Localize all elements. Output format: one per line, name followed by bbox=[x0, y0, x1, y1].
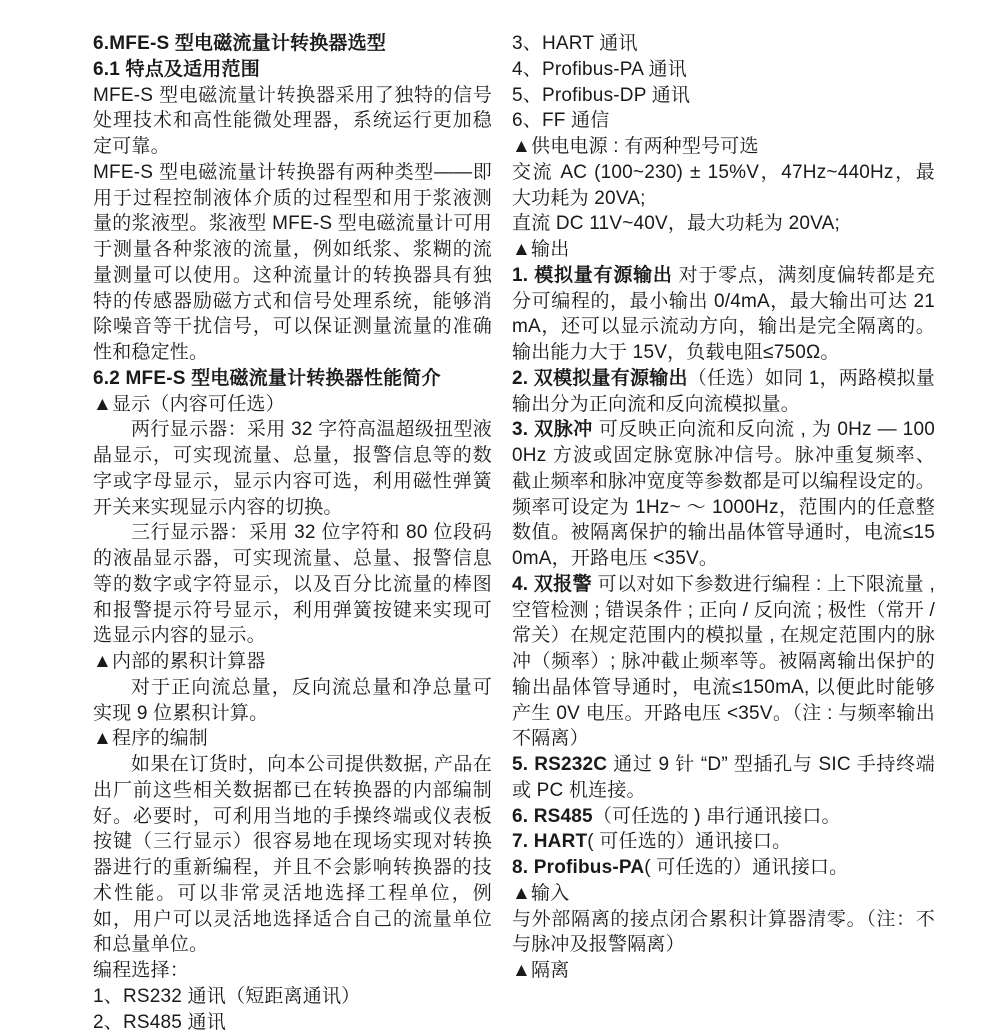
paragraph bbox=[512, 907, 935, 959]
text-run: 通过 9 针 “D” 型插孔与 SIC 手持终端或 PC 机连接。 bbox=[512, 754, 935, 801]
text-run: ▲输出 bbox=[512, 239, 569, 260]
paragraph bbox=[93, 417, 492, 520]
paragraph bbox=[93, 392, 492, 418]
paragraph bbox=[512, 108, 935, 134]
text-run: 两行显示器：采用 32 字符高温超级扭型液晶显示，可实现流量、总量，报警信息等的数字或字母显示，显示内容可选，利用磁性弹簧开关来实现显示内容的切换。 bbox=[93, 419, 492, 517]
text-run: 3、HART 通讯 bbox=[512, 33, 638, 54]
text-run: 4、Profibus-PA 通讯 bbox=[512, 59, 687, 80]
paragraph bbox=[512, 417, 935, 572]
text-run: MFE-S 型电磁流量计转换器有两种类型——即用于过程控制液体介质的过程型和用于浆液测量的浆液型。浆液型 MFE-S 型电磁流量计可用于测量各种浆液的流量，例如纸浆、浆糊的流量测量可以使用。这种流量计的转换器具有独特的传感器励磁方式和信号处理系统，能够消除噪音等干扰信号，可以保证测量流量的准确性和稳定性。 bbox=[93, 162, 492, 363]
text-run: 对于正向流总量，反向流总量和净总量可实现 9 位累积计算。 bbox=[93, 677, 492, 724]
text-run: 2、RS485 通讯 bbox=[93, 1012, 226, 1033]
text-run: （可任选的 ) 串行通讯接口。 bbox=[593, 806, 841, 827]
bold-text-run: 5. RS232C bbox=[512, 754, 607, 775]
paragraph bbox=[93, 726, 492, 752]
bold-text-run: 3. 双脉冲 bbox=[512, 419, 593, 440]
text-run: ▲内部的累积计算器 bbox=[93, 651, 266, 672]
text-run: 1、RS232 通讯（短距离通讯） bbox=[93, 986, 360, 1007]
section-heading bbox=[93, 366, 492, 392]
paragraph bbox=[93, 83, 492, 160]
column-right bbox=[512, 31, 935, 984]
paragraph bbox=[512, 829, 935, 855]
text-run: 编程选择： bbox=[93, 960, 189, 981]
text-run: ▲隔离 bbox=[512, 960, 569, 981]
paragraph bbox=[512, 572, 935, 752]
text-run: MFE-S 型电磁流量计转换器采用了独特的信号处理技术和高性能微处理器，系统运行更加稳定可靠。 bbox=[93, 85, 492, 158]
text-run: 可以对如下参数进行编程 : 上下限流量 , 空管检测 ; 错误条件 ; 正向 / 反向流 ; 极性（常开 / 常关）在规定范围内的模拟量 , 在规定范围内的脉冲（频率）; 脉冲截止频率等。被隔离输出保护的输出晶体管导通时，电流≤150mA, 以便此时能够产生 0V 电压。开路电压 <35V。（注 : 与频率输出不隔离） bbox=[512, 574, 935, 750]
text-run: 如果在订货时，向本公司提供数据, 产品在出厂前这些相关数据都已在转换器的内部编制好。必要时，可利用当地的手操终端或仪表板按键（三行显示）很容易地在现场实现对转换器进行的重新编程，并且不会影响转换器的技术性能。可以非常灵活地选择工程单位，例如，用户可以灵活地选择适合自己的流量单位和总量单位。 bbox=[93, 754, 492, 955]
paragraph bbox=[93, 160, 492, 366]
paragraph bbox=[93, 984, 492, 1010]
text-run: 交流 AC (100~230) ± 15%V，47Hz~440Hz，最大功耗为 20VA; bbox=[512, 162, 935, 209]
paragraph bbox=[512, 160, 935, 212]
paragraph bbox=[93, 752, 492, 958]
text-run: 6.2 MFE-S 型电磁流量计转换器性能简介 bbox=[93, 368, 441, 389]
paragraph bbox=[512, 83, 935, 109]
paragraph bbox=[512, 263, 935, 366]
section-heading bbox=[93, 57, 492, 83]
paragraph bbox=[93, 520, 492, 649]
paragraph bbox=[512, 958, 935, 984]
bold-text-run: 6. RS485 bbox=[512, 806, 593, 827]
text-run: 可反映正向流和反向流 , 为 0Hz — 1000Hz 方波或固定脉宽脉冲信号。脉冲重复频率、截止频率和脉冲宽度等参数都是可以编程设定的。频率可设定为 1Hz~ ～ 1000Hz，范围内的任意整数值。被隔离保护的输出晶体管导通时，电流≤150mA，开路电压 <35V。 bbox=[512, 419, 935, 569]
paragraph bbox=[512, 855, 935, 881]
paragraph bbox=[93, 1010, 492, 1035]
paragraph bbox=[512, 881, 935, 907]
section-heading bbox=[93, 31, 492, 57]
text-run: ▲输入 bbox=[512, 883, 569, 904]
text-run: ▲显示（内容可任选） bbox=[93, 394, 285, 415]
paragraph bbox=[512, 752, 935, 804]
paragraph bbox=[512, 31, 935, 57]
bold-text-run: 8. Profibus-PA bbox=[512, 857, 644, 878]
text-run: ( 可任选的）通讯接口。 bbox=[587, 831, 791, 852]
text-run: ▲供电电源 : 有两种型号可选 bbox=[512, 136, 759, 157]
text-run: 对于零点，满刻度偏转都是充分可编程的，最小输出 0/4mA，最大输出可达 21mA，还可以显示流动方向，输出是完全隔离的。输出能力大于 15V，负载电阻≤750Ω。 bbox=[512, 265, 935, 363]
bold-text-run: 1. 模拟量有源输出 bbox=[512, 265, 673, 286]
paragraph bbox=[512, 211, 935, 237]
paragraph bbox=[93, 958, 492, 984]
text-run: 与外部隔离的接点闭合累积计算器清零。（注：不与脉冲及报警隔离） bbox=[512, 909, 935, 956]
document-columns bbox=[93, 31, 935, 1035]
text-run: 三行显示器：采用 32 位字符和 80 位段码的液晶显示器，可实现流量、总量、报警信息等的数字或字符显示，以及百分比流量的棒图和报警提示符号显示，利用弹簧按键来实现可选显示内容的显示。 bbox=[93, 522, 492, 646]
paragraph bbox=[93, 675, 492, 727]
text-run: 6.1 特点及适用范围 bbox=[93, 59, 260, 80]
text-run: 6.MFE-S 型电磁流量计转换器选型 bbox=[93, 33, 386, 54]
paragraph bbox=[512, 134, 935, 160]
text-run: 6、FF 通信 bbox=[512, 110, 609, 131]
text-run: 直流 DC 11V~40V，最大功耗为 20VA; bbox=[512, 213, 840, 234]
text-run: ▲程序的编制 bbox=[93, 728, 208, 749]
text-run: （任选）如同 1，两路模拟量输出分为正向流和反向流模拟量。 bbox=[512, 368, 935, 415]
paragraph bbox=[93, 649, 492, 675]
paragraph bbox=[512, 366, 935, 418]
text-run: ( 可任选的）通讯接口。 bbox=[644, 857, 848, 878]
bold-text-run: 7. HART bbox=[512, 831, 587, 852]
paragraph bbox=[512, 804, 935, 830]
bold-text-run: 2. 双模拟量有源输出 bbox=[512, 368, 688, 389]
paragraph bbox=[512, 237, 935, 263]
column-left bbox=[93, 31, 492, 1035]
paragraph bbox=[512, 57, 935, 83]
text-run: 5、Profibus-DP 通讯 bbox=[512, 85, 690, 106]
bold-text-run: 4. 双报警 bbox=[512, 574, 592, 595]
